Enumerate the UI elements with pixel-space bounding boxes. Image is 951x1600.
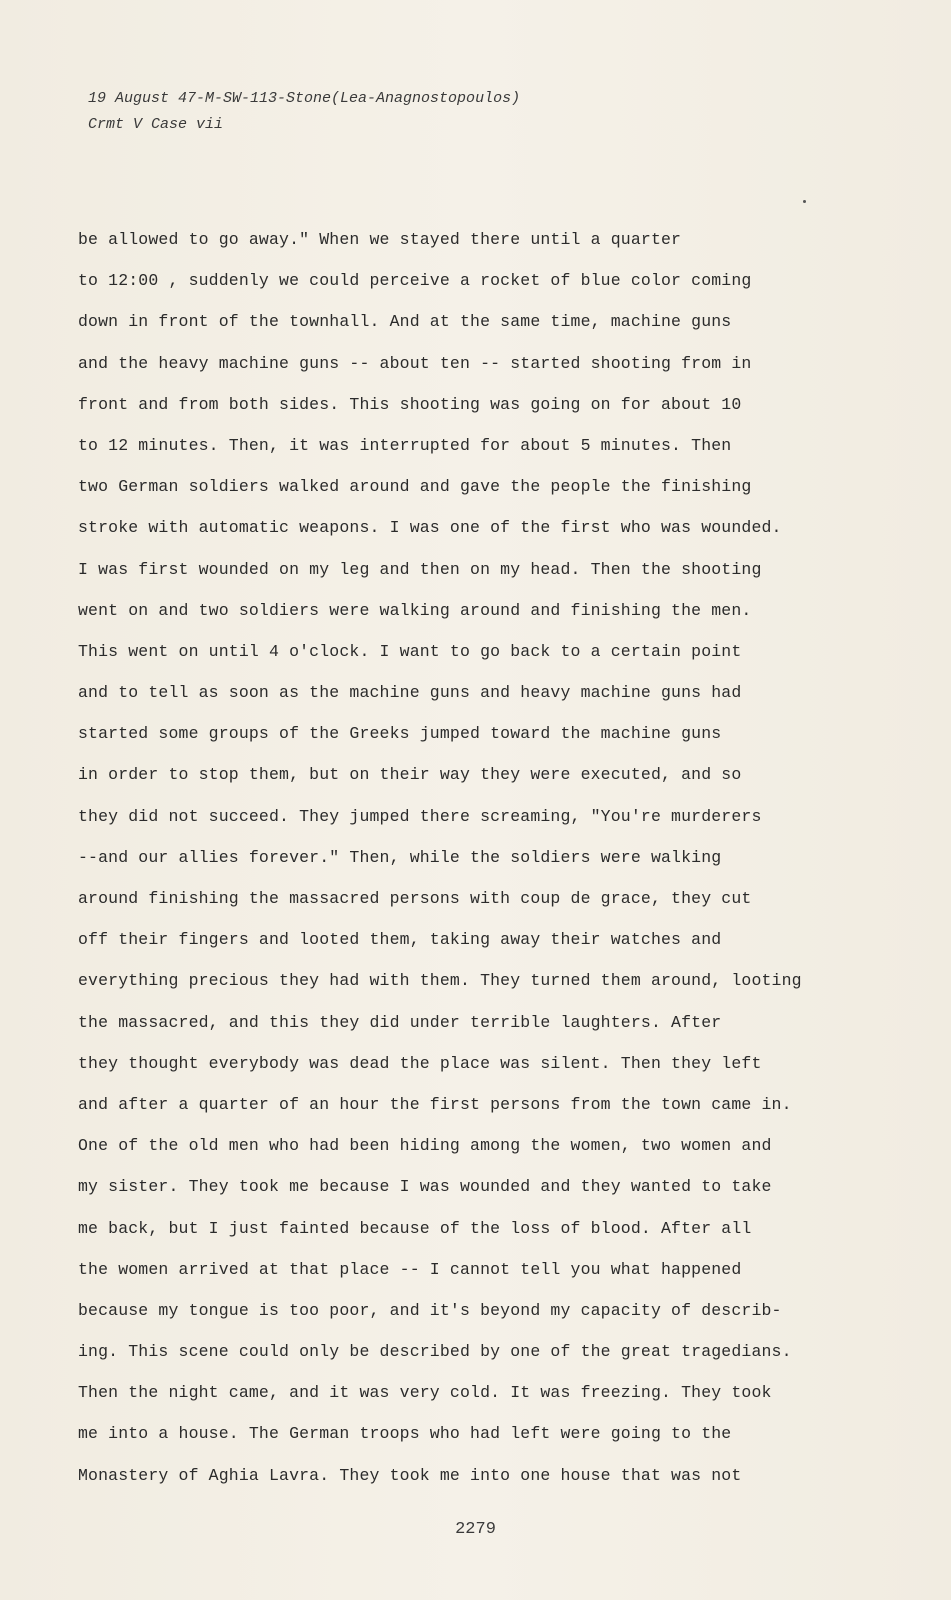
text-line: stroke with automatic weapons. I was one of the first who was wounded. [78, 518, 782, 538]
text-line: because my tongue is too poor, and it's beyond my capacity of describ- [78, 1300, 782, 1320]
page-number: 2279 [455, 1520, 496, 1539]
text-line: to 12 minutes. Then, it was interrupted for about 5 minutes. Then [78, 435, 732, 455]
text-line: went on and two soldiers were walking around and finishing the men. [78, 600, 752, 620]
document-header [88, 86, 520, 138]
text-line: and to tell as soon as the machine guns and heavy machine guns had [78, 683, 742, 703]
text-line: be allowed to go away." When we stayed there until a quarter [78, 230, 682, 249]
testimony-body [78, 219, 802, 1496]
text-line: started some groups of the Greeks jumped toward the machine guns [78, 724, 722, 744]
text-line: down in front of the townhall. And at the same time, machine guns [78, 312, 732, 332]
text-line: they did not succeed. They jumped there screaming, "You're murderers [78, 806, 762, 826]
text-line: the massacred, and this they did under terrible laughters. After [78, 1012, 722, 1032]
header-line-case: Crmt V Case vii [88, 116, 224, 133]
text-line: I was first wounded on my leg and then on my head. Then the shooting [78, 559, 762, 579]
text-line: off their fingers and looted them, taking away their watches and [78, 930, 722, 950]
text-line: --and our allies forever." Then, while the soldiers were walking [78, 847, 722, 867]
text-line: in order to stop them, but on their way they were executed, and so [78, 765, 742, 785]
text-line: Monastery of Aghia Lavra. They took me into one house that was not [78, 1465, 742, 1485]
paper-speck [803, 200, 806, 203]
text-line: everything precious they had with them. They turned them around, looting [78, 971, 802, 991]
text-line: to 12:00 , suddenly we could perceive a rocket of blue color coming [78, 271, 752, 291]
text-line: This went on until 4 o'clock. I want to go back to a certain point [78, 641, 742, 661]
text-line: the women arrived at that place -- I cannot tell you what happened [78, 1259, 742, 1279]
text-line: me back, but I just fainted because of the loss of blood. After all [78, 1218, 752, 1238]
text-line: me into a house. The German troops who had left were going to the [78, 1424, 732, 1444]
text-line: One of the old men who had been hiding among the women, two women and [78, 1136, 772, 1156]
text-line: ing. This scene could only be described by one of the great tragedians. [78, 1342, 792, 1362]
text-line: and after a quarter of an hour the first persons from the town came in. [78, 1094, 792, 1114]
text-line: and the heavy machine guns -- about ten -- started shooting from in [78, 353, 752, 373]
text-line: my sister. They took me because I was wounded and they wanted to take [78, 1177, 772, 1197]
text-line: front and from both sides. This shooting was going on for about 10 [78, 394, 742, 414]
text-line: two German soldiers walked around and gave the people the finishing [78, 477, 752, 497]
text-line: Then the night came, and it was very cold. It was freezing. They took [78, 1383, 772, 1403]
text-line: around finishing the massacred persons with coup de grace, they cut [78, 889, 752, 908]
header-line-date-reference: 19 August 47-M-SW-113-Stone(Lea-Anagnostopoulos) [88, 90, 521, 107]
text-line: they thought everybody was dead the place was silent. Then they left [78, 1053, 762, 1073]
